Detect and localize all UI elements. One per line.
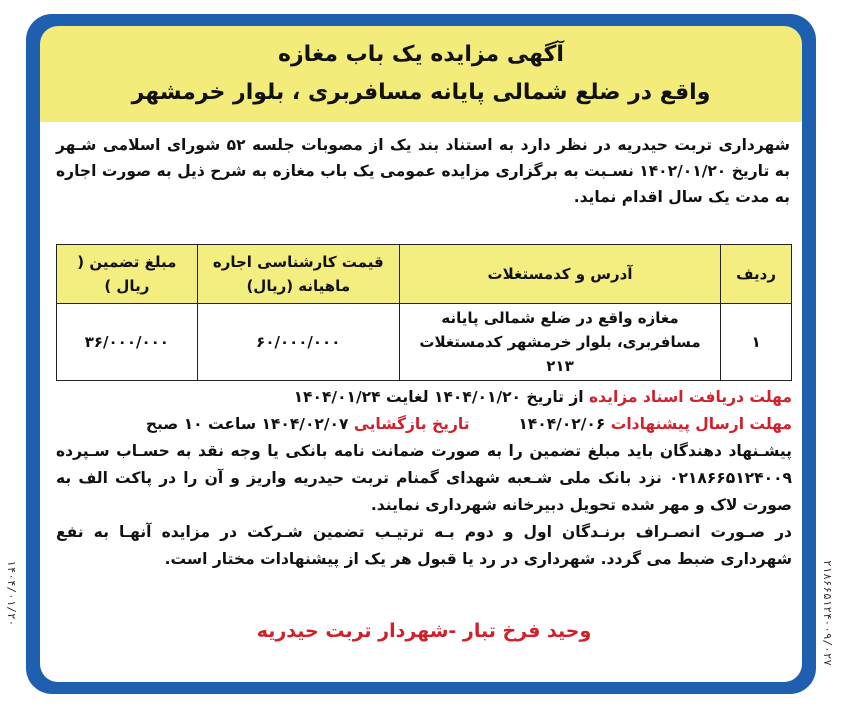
opening-label: تاریخ بازگشایی (353, 415, 470, 433)
guarantee-paragraph: پیشـنهاد دهندگان باید مبلغ تضمین را به صورت ضمانت نامه بانکی یا وجه نقد به حسـاب سـپرده ۰۲۱۸۶۶۵۱۲۴۰۰۹ نزد بانک ملی شـعبه شهدای گمنام تربت حیدریه واریز و آن را در پاکت الف به صورت لاک و مهر شده تحویل دبیرخانه شهرداری نمایند. (56, 442, 792, 514)
table-header-row (57, 245, 792, 304)
ad-title-line2: واقع در ضلع شمالی پایانه مسافربری ، بلوار خرمشهر (131, 80, 711, 105)
cell-rent-price: ۶۰/۰۰۰/۰۰۰ (197, 304, 399, 381)
forfeit-paragraph: در صـورت انصـراف برنـدگان اول و دوم بـه ترتیـب تضمین شـرکت در مزایده آنهـا به نفع شهرداری ضبط می گردد. شهرداری در رد یا قبول هر یک از پیشنهادات مختار است. (56, 523, 792, 568)
signature: وحید فرخ تبار -شهردار تربت حیدریه (256, 620, 592, 642)
cell-address: مغازه واقع در ضلع شمالی پایانه مسافربری، بلوار خرمشهر کدمستغلات ۲۱۳ (399, 304, 720, 381)
intro-paragraph: شهرداری تربت حیدریه در نظر دارد به استناد بند یک از مصوبات جلسه ۵۲ شورای اسلامی شـهر به تاریخ ۱۴۰۲/۰۱/۲۰ نسـبت به برگزاری مزایده عمومی یک باب مغازه به شرح ذیل به صورت اجاره به مدت یک سال اقدام نماید. (56, 136, 790, 206)
submit-deadline-line (56, 411, 792, 438)
table-row (57, 304, 792, 381)
submit-deadline-text: ۱۴۰۴/۰۲/۰۶ (518, 415, 606, 433)
submit-deadline-label: مهلت ارسال پیشنهادات (610, 415, 792, 433)
auction-table (56, 244, 792, 381)
cell-guarantee: ۳۶/۰۰۰/۰۰۰ (57, 304, 198, 381)
docs-deadline-text: از تاریخ ۱۴۰۴/۰۱/۲۰ لغایت ۱۴۰۴/۰۱/۲۴ (293, 388, 584, 406)
header-row-number: ردیف (721, 245, 792, 304)
notes-section (56, 384, 792, 573)
docs-deadline-label: مهلت دریافت اسناد مزایده (589, 388, 792, 406)
cell-row-number: ۱ (721, 304, 792, 381)
header-rent-price: قیمت کارشناسی اجاره ماهیانه (ریال) (197, 245, 399, 304)
ad-header (40, 26, 802, 122)
ad-title-line1: آگهی مزایده یک باب مغازه (278, 42, 564, 67)
header-address: آدرس و کدمستغلات (399, 245, 720, 304)
side-code-right: ۲۱۸۶۶۵۱۲۴۰۰۹/۰۲۷ (821, 560, 834, 666)
docs-deadline-line (56, 384, 792, 411)
opening-text: ۱۴۰۴/۰۲/۰۷ ساعت ۱۰ صبح (145, 415, 349, 433)
header-guarantee: مبلغ تضمین ( ریال ) (57, 245, 198, 304)
side-code-left: ۱۴۰۴/۰۱/۲۰ (5, 560, 18, 627)
